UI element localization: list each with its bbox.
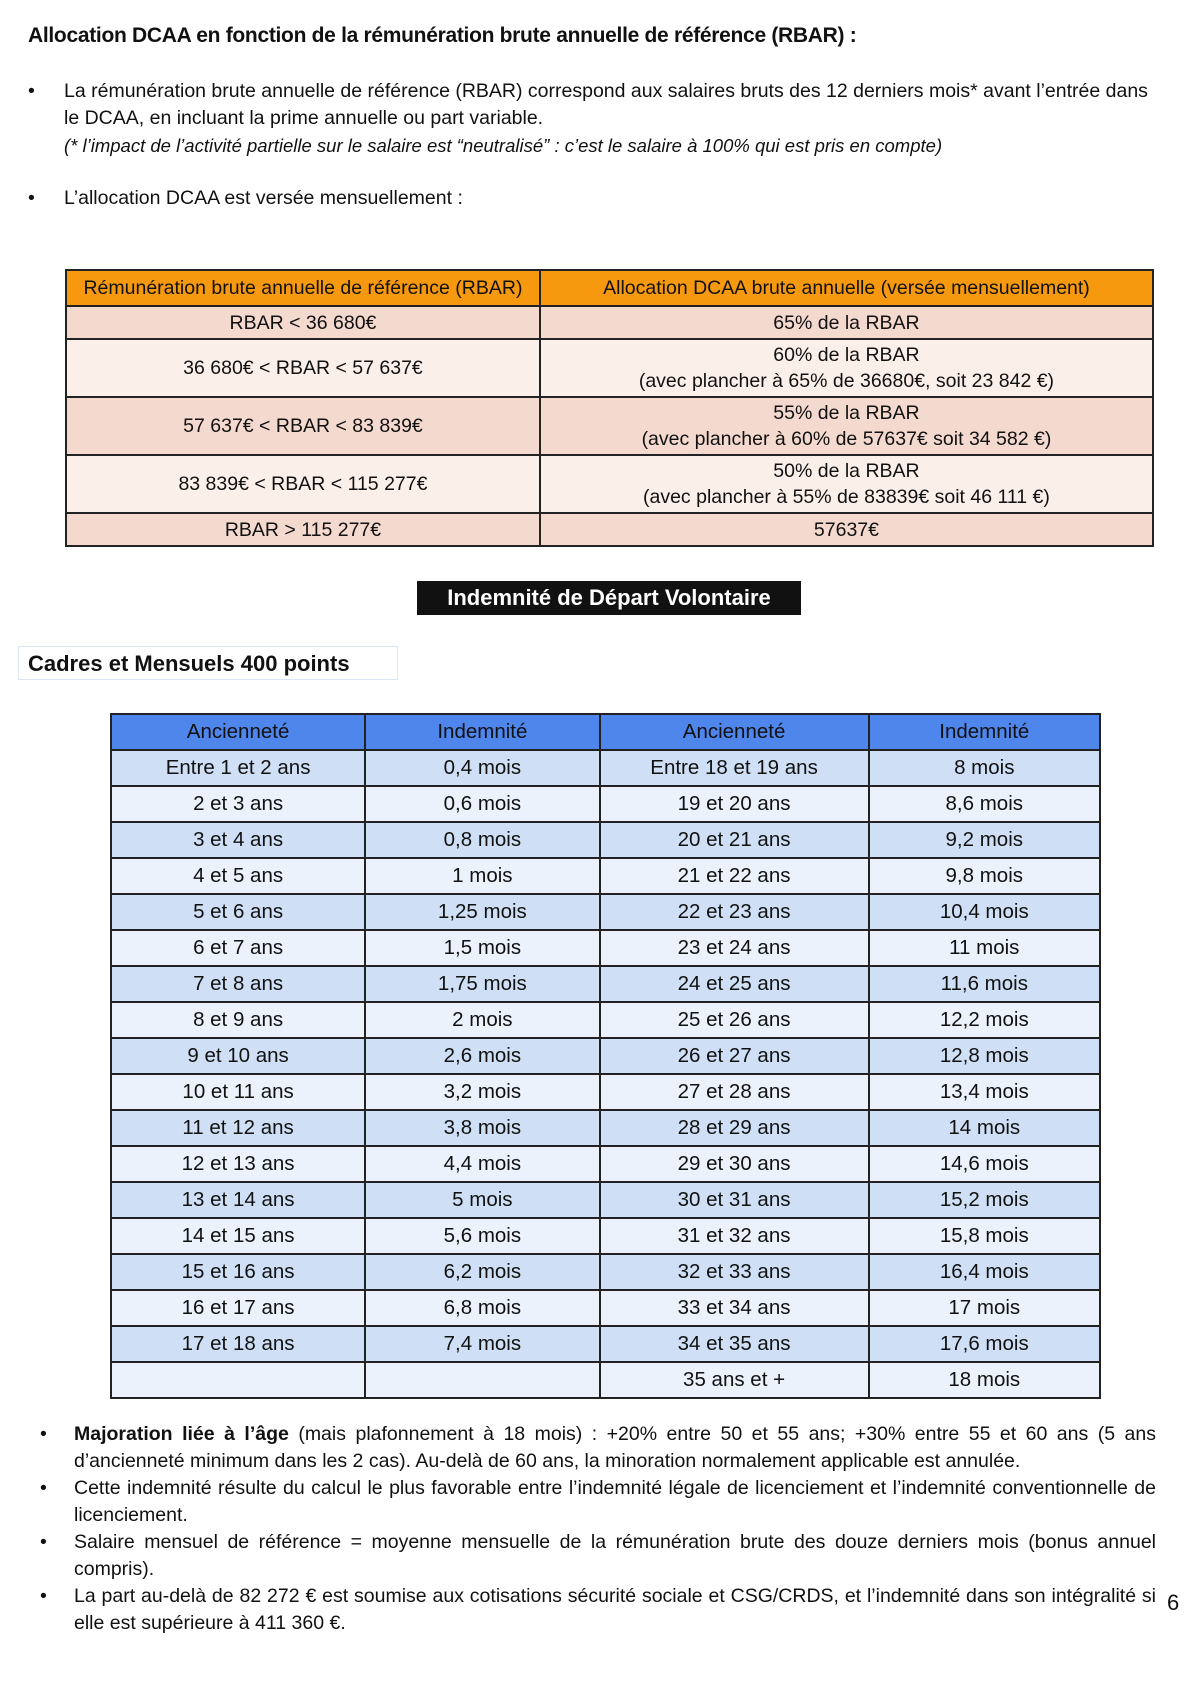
indemnity-cell: 2 mois <box>365 1002 599 1038</box>
indemnity-cell: 0,8 mois <box>365 822 599 858</box>
table-row <box>111 1110 1100 1146</box>
table-row <box>111 750 1100 786</box>
allocation-rate: 55% de la RBAR <box>773 402 920 424</box>
table-header-row <box>111 714 1100 750</box>
seniority-cell: 35 ans et + <box>600 1362 869 1398</box>
table-row <box>111 858 1100 894</box>
note-text: Cette indemnité résulte du calcul le plus favorable entre l’indemnité légale de licenciement et l’indemnité conventionnelle de licenciement. <box>74 1477 1156 1526</box>
table-row <box>111 1182 1100 1218</box>
table-row <box>111 930 1100 966</box>
table-row <box>66 455 1153 513</box>
allocation-rate: 65% de la RBAR <box>773 311 920 334</box>
note-text: La part au-delà de 82 272 € est soumise aux cotisations sécurité sociale et CSG/CRDS, et l’indemnité dans son intégralité si elle est supérieure à 411 360 €. <box>74 1585 1156 1634</box>
seniority-cell: 7 et 8 ans <box>111 966 365 1002</box>
seniority-cell: 12 et 13 ans <box>111 1146 365 1182</box>
page-number: 6 <box>1167 1590 1180 1615</box>
seniority-cell: 20 et 21 ans <box>600 822 869 858</box>
table-row <box>111 1326 1100 1362</box>
indemnity-cell: 18 mois <box>869 1362 1100 1398</box>
indemnity-cell: 2,6 mois <box>365 1038 599 1074</box>
indemnity-cell: 15,8 mois <box>869 1218 1100 1254</box>
seniority-cell: 28 et 29 ans <box>600 1110 869 1146</box>
bullet-rbar-definition <box>28 78 1158 159</box>
indemnity-cell: 4,4 mois <box>365 1146 599 1182</box>
column-header: Allocation DCAA brute annuelle (versée mensuellement) <box>540 270 1153 306</box>
table-row <box>111 1146 1100 1182</box>
indemnity-cell: 1 mois <box>365 858 599 894</box>
indemnity-cell: 6,2 mois <box>365 1254 599 1290</box>
seniority-cell: 21 et 22 ans <box>600 858 869 894</box>
seniority-cell: 30 et 31 ans <box>600 1182 869 1218</box>
bullet-text: L’allocation DCAA est versée mensuellement : <box>64 187 463 209</box>
seniority-cell: 16 et 17 ans <box>111 1290 365 1326</box>
indemnity-cell: 6,8 mois <box>365 1290 599 1326</box>
indemnity-cell <box>365 1362 599 1398</box>
indemnity-cell: 8,6 mois <box>869 786 1100 822</box>
table-row <box>111 1290 1100 1326</box>
indemnity-cell: 1,25 mois <box>365 894 599 930</box>
indemnity-cell: 16,4 mois <box>869 1254 1100 1290</box>
seniority-cell: 33 et 34 ans <box>600 1290 869 1326</box>
indemnity-cell: 1,5 mois <box>365 930 599 966</box>
seniority-cell: 3 et 4 ans <box>111 822 365 858</box>
note-item <box>40 1421 1156 1475</box>
table-row <box>111 1074 1100 1110</box>
table-row <box>111 1038 1100 1074</box>
note-item <box>40 1475 1156 1529</box>
seniority-cell: 2 et 3 ans <box>111 786 365 822</box>
table-row <box>111 786 1100 822</box>
allocation-rate: 50% de la RBAR <box>773 460 920 482</box>
table-row <box>66 339 1153 397</box>
table-row <box>111 1002 1100 1038</box>
indemnity-cell: 13,4 mois <box>869 1074 1100 1110</box>
bullet-note: (* l’impact de l’activité partielle sur le salaire est “neutralisé” : c’est le salaire à 100% qui est pris en compte) <box>64 135 943 156</box>
rbar-cell: 57 637€ < RBAR < 83 839€ <box>66 397 540 455</box>
indemnity-cell: 0,6 mois <box>365 786 599 822</box>
seniority-cell: 17 et 18 ans <box>111 1326 365 1362</box>
indemnity-cell: 15,2 mois <box>869 1182 1100 1218</box>
seniority-cell: 5 et 6 ans <box>111 894 365 930</box>
subsection-title: Cadres et Mensuels 400 points <box>18 646 398 680</box>
indemnity-cell: 1,75 mois <box>365 966 599 1002</box>
indemnity-cell: 5,6 mois <box>365 1218 599 1254</box>
seniority-cell: 22 et 23 ans <box>600 894 869 930</box>
allocation-rate: 57637€ <box>813 518 879 541</box>
indemnity-cell: 8 mois <box>869 750 1100 786</box>
seniority-cell: Entre 1 et 2 ans <box>111 750 365 786</box>
rbar-cell: 36 680€ < RBAR < 57 637€ <box>66 339 540 397</box>
seniority-cell: 29 et 30 ans <box>600 1146 869 1182</box>
indemnity-cell: 12,8 mois <box>869 1038 1100 1074</box>
indemnity-cell: 9,2 mois <box>869 822 1100 858</box>
table-header-row <box>66 270 1153 306</box>
allocation-cell <box>540 306 1153 339</box>
seniority-cell: 8 et 9 ans <box>111 1002 365 1038</box>
seniority-cell: 10 et 11 ans <box>111 1074 365 1110</box>
bullet-icon: • <box>28 187 35 209</box>
table-row <box>111 1362 1100 1398</box>
indemnity-cell: 17 mois <box>869 1290 1100 1326</box>
bullet-icon: • <box>40 1531 47 1553</box>
section-banner: Indemnité de Départ Volontaire <box>417 581 801 615</box>
seniority-cell: 25 et 26 ans <box>600 1002 869 1038</box>
indemnity-cell: 10,4 mois <box>869 894 1100 930</box>
note-text: Salaire mensuel de référence = moyenne mensuelle de la rémunération brute des douze derniers mois (bonus annuel compris). <box>74 1531 1156 1580</box>
allocation-cell <box>540 513 1153 546</box>
allocation-cell <box>540 455 1153 513</box>
indemnity-cell: 7,4 mois <box>365 1326 599 1362</box>
seniority-cell: 6 et 7 ans <box>111 930 365 966</box>
notes-list <box>40 1421 1156 1637</box>
seniority-cell: 26 et 27 ans <box>600 1038 869 1074</box>
indemnity-cell: 11,6 mois <box>869 966 1100 1002</box>
dcaa-allocation-table <box>65 269 1154 547</box>
seniority-cell: 14 et 15 ans <box>111 1218 365 1254</box>
indemnity-cell: 14,6 mois <box>869 1146 1100 1182</box>
allocation-floor: (avec plancher à 55% de 83839€ soit 46 111 €) <box>643 486 1050 508</box>
seniority-cell: 34 et 35 ans <box>600 1326 869 1362</box>
table-row <box>111 1218 1100 1254</box>
seniority-cell: 13 et 14 ans <box>111 1182 365 1218</box>
seniority-cell: 32 et 33 ans <box>600 1254 869 1290</box>
note-item <box>40 1529 1156 1583</box>
column-header: Indemnité <box>869 714 1100 750</box>
seniority-cell: 9 et 10 ans <box>111 1038 365 1074</box>
seniority-cell: 15 et 16 ans <box>111 1254 365 1290</box>
indemnity-cell: 0,4 mois <box>365 750 599 786</box>
bullet-icon: • <box>28 80 35 102</box>
rbar-cell: RBAR > 115 277€ <box>66 513 540 546</box>
indemnity-cell: 5 mois <box>365 1182 599 1218</box>
indemnity-cell: 14 mois <box>869 1110 1100 1146</box>
table-row <box>111 894 1100 930</box>
allocation-floor: (avec plancher à 60% de 57637€ soit 34 582 €) <box>641 428 1052 450</box>
seniority-cell: 27 et 28 ans <box>600 1074 869 1110</box>
seniority-cell: 11 et 12 ans <box>111 1110 365 1146</box>
column-header: Indemnité <box>365 714 599 750</box>
table-row <box>66 397 1153 455</box>
allocation-cell <box>540 339 1153 397</box>
seniority-cell: 23 et 24 ans <box>600 930 869 966</box>
allocation-rate: 60% de la RBAR <box>773 344 920 366</box>
indemnity-cell: 12,2 mois <box>869 1002 1100 1038</box>
table-row <box>111 822 1100 858</box>
bullet-icon: • <box>40 1423 47 1445</box>
table-row <box>66 306 1153 339</box>
bullet-icon: • <box>40 1585 47 1607</box>
column-header: Rémunération brute annuelle de référence (RBAR) <box>66 270 540 306</box>
indemnity-cell: 9,8 mois <box>869 858 1100 894</box>
column-header: Ancienneté <box>111 714 365 750</box>
column-header: Ancienneté <box>600 714 869 750</box>
seniority-cell: Entre 18 et 19 ans <box>600 750 869 786</box>
note-emphasis: Majoration liée à l’âge <box>74 1423 289 1445</box>
indemnity-cell: 11 mois <box>869 930 1100 966</box>
indemnity-cell: 17,6 mois <box>869 1326 1100 1362</box>
indemnity-cell: 3,2 mois <box>365 1074 599 1110</box>
allocation-cell <box>540 397 1153 455</box>
table-row <box>111 966 1100 1002</box>
table-row <box>66 513 1153 546</box>
section-title: Allocation DCAA en fonction de la rémunération brute annuelle de référence (RBAR) : <box>28 24 857 47</box>
indemnity-table <box>110 713 1101 1399</box>
seniority-cell: 19 et 20 ans <box>600 786 869 822</box>
seniority-cell: 24 et 25 ans <box>600 966 869 1002</box>
note-text: (mais plafonnement à 18 mois) : +20% entre 50 et 55 ans; +30% entre 55 et 60 ans (5 ans d’ancienneté minimum dans les 2 cas). Au-delà de 60 ans, la minoration normalement applicable est annulée. <box>74 1423 1156 1472</box>
rbar-cell: RBAR < 36 680€ <box>66 306 540 339</box>
seniority-cell: 31 et 32 ans <box>600 1218 869 1254</box>
note-item <box>40 1583 1156 1637</box>
table-row <box>111 1254 1100 1290</box>
rbar-cell: 83 839€ < RBAR < 115 277€ <box>66 455 540 513</box>
bullet-monthly <box>28 185 463 212</box>
bullet-icon: • <box>40 1477 47 1499</box>
seniority-cell <box>111 1362 365 1398</box>
bullet-text: La rémunération brute annuelle de référence (RBAR) correspond aux salaires bruts des 12 derniers mois* avant l’entrée dans le DCAA, en incluant la prime annuelle ou part variable. <box>64 80 1148 129</box>
indemnity-cell: 3,8 mois <box>365 1110 599 1146</box>
seniority-cell: 4 et 5 ans <box>111 858 365 894</box>
allocation-floor: (avec plancher à 65% de 36680€, soit 23 842 €) <box>638 370 1055 392</box>
